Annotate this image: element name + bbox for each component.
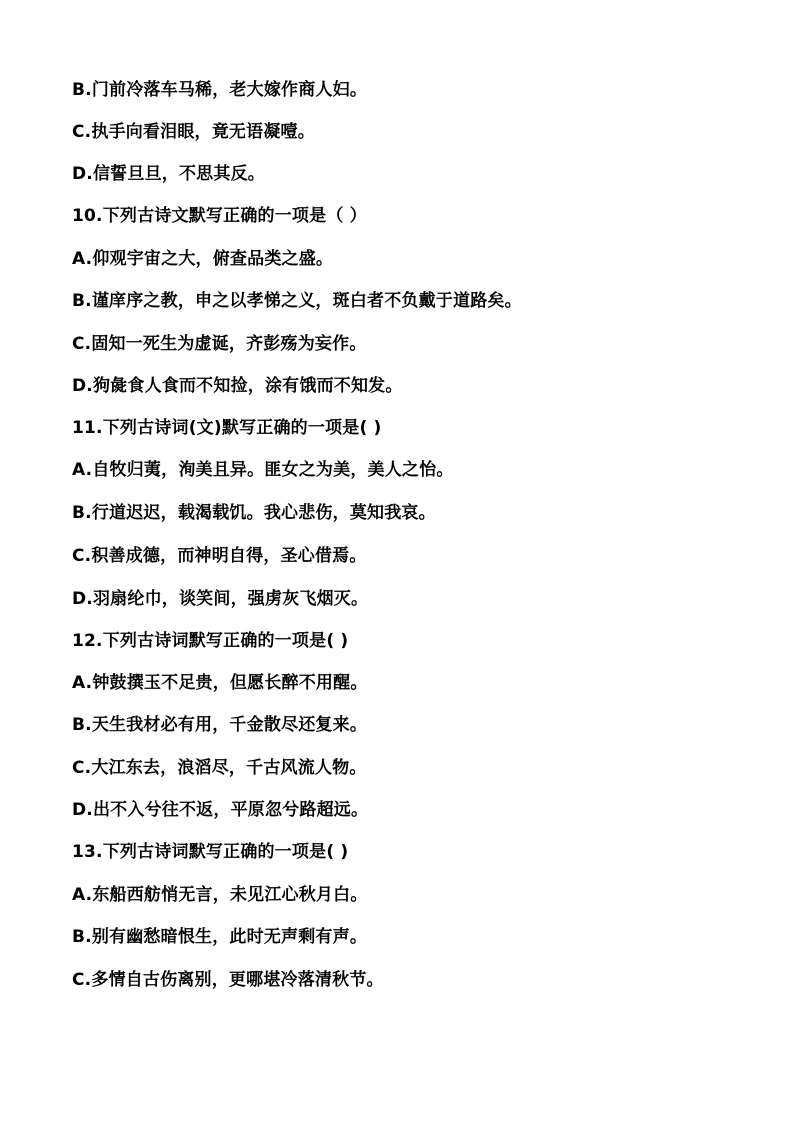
question-11: 11.下列古诗词(文)默写正确的一项是( ) — [72, 418, 382, 438]
question-13: 13.下列古诗词默写正确的一项是( ) — [72, 842, 349, 862]
option-d-q11: D.羽扇纶巾，谈笑间，强虏灰飞烟灭。 — [72, 589, 369, 609]
option-d-q10: D.狗彘食人食而不知捡，涂有饿而不知发。 — [72, 376, 403, 396]
option-b-q9: B.门前冷落车马稀，老大嫁作商人妇。 — [72, 80, 368, 100]
option-c-q10: C.固知一死生为虚诞，齐彭殇为妄作。 — [72, 334, 367, 354]
option-a-q11: A.自牧归荑，洵美且异。匪女之为美，美人之怡。 — [72, 460, 454, 480]
option-c-q12: C.大江东去，浪滔尽，千古风流人物。 — [72, 758, 367, 778]
option-a-q10: A.仰观宇宙之大，俯查品类之盛。 — [72, 249, 334, 269]
question-12: 12.下列古诗词默写正确的一项是( ) — [72, 631, 349, 651]
option-a-q12: A.钟鼓撰玉不足贵，但愿长醉不用醒。 — [72, 673, 368, 693]
option-d-q12: D.出不入兮往不返，平原忽兮路超远。 — [72, 800, 369, 820]
option-c-q9: C.执手向看泪眼，竟无语凝噎。 — [72, 122, 315, 142]
option-b-q13: B.别有幽愁暗恨生，此时无声剩有声。 — [72, 927, 368, 947]
question-10: 10.下列古诗文默写正确的一项是（ ） — [72, 206, 367, 226]
option-c-q11: C.积善成德，而神明自得，圣心借焉。 — [72, 546, 367, 566]
option-b-q12: B.天生我材必有用，千金散尽还复来。 — [72, 715, 368, 735]
option-d-q9: D.信誓旦旦，不思其反。 — [72, 164, 265, 184]
option-a-q13: A.东船西舫悄无言，未见江心秋月白。 — [72, 885, 368, 905]
option-c-q13: C.多情自古伤离别，更哪堪冷落清秋节。 — [72, 970, 384, 990]
option-b-q10: B.谨庠序之教，申之以孝悌之义，斑白者不负戴于道路矣。 — [72, 291, 522, 311]
option-b-q11: B.行道迟迟，载渴载饥。我心悲伤，莫知我哀。 — [72, 503, 436, 523]
